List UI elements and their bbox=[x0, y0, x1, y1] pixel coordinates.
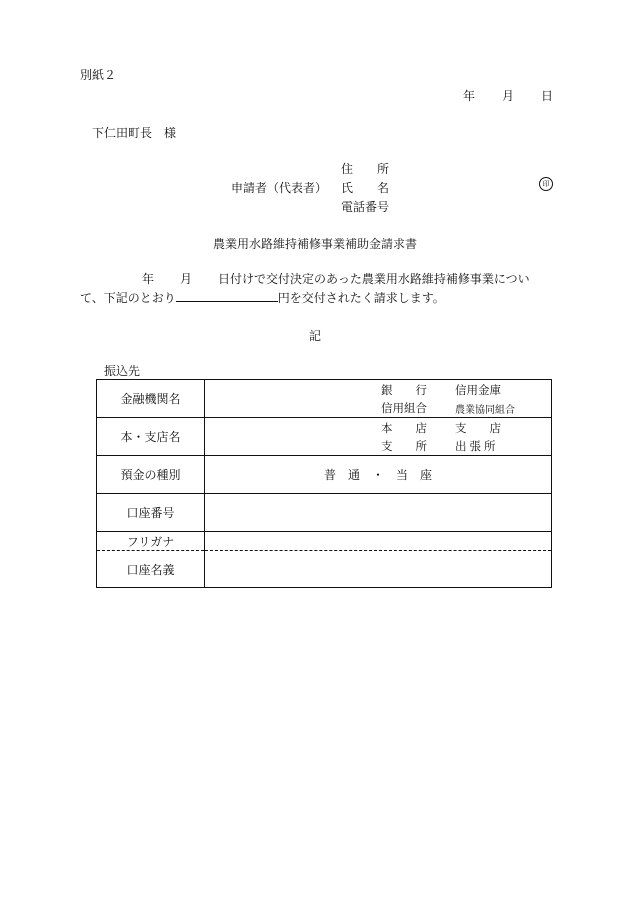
body-text-2: て、下記のとおり bbox=[80, 291, 176, 305]
date-month: 月 bbox=[501, 89, 514, 103]
body-year: 年 bbox=[142, 272, 155, 286]
body-text-3: 円を交付されたく請求します。 bbox=[277, 291, 445, 305]
transfer-label: 振込先 bbox=[104, 364, 141, 378]
opt-shinkin: 信用金庫 bbox=[455, 383, 501, 397]
date-year: 年 bbox=[463, 89, 476, 103]
applicant-label: 申請者（代表者） bbox=[231, 181, 328, 195]
branch-cell bbox=[205, 418, 552, 456]
body-text bbox=[80, 270, 552, 308]
date-row bbox=[463, 87, 553, 104]
opt-shucho: 出張所 bbox=[455, 439, 499, 453]
body-text-1: 日付けで交付決定のあった農業用水路維持補修事業につい bbox=[218, 272, 530, 286]
seal-mark: 印 bbox=[539, 177, 553, 191]
applicant-name-label: 氏 名 bbox=[341, 181, 390, 195]
applicant-address-label: 住 所 bbox=[341, 162, 390, 176]
form-label: 別紙２ bbox=[80, 68, 117, 82]
account-table bbox=[96, 379, 552, 588]
opt-shiten: 支 店 bbox=[455, 421, 501, 435]
account-name-cell bbox=[205, 551, 552, 588]
date-day: 日 bbox=[540, 89, 553, 103]
opt-shisho: 支 所 bbox=[381, 439, 427, 453]
account-name-label: 口座名義 bbox=[97, 551, 205, 588]
bank-name-label: 金融機関名 bbox=[97, 380, 205, 418]
table-row-account-name bbox=[97, 551, 552, 588]
table-row-branch bbox=[97, 418, 552, 456]
furigana-cell bbox=[205, 532, 552, 551]
opt-bank: 銀 行 bbox=[381, 383, 427, 397]
ki-heading: 記 bbox=[308, 329, 321, 343]
opt-nokyo: 農業協同組合 bbox=[455, 405, 515, 416]
table-row-furigana bbox=[97, 532, 552, 551]
table-row-deposit bbox=[97, 456, 552, 494]
addressee: 下仁田町長 様 bbox=[92, 126, 177, 140]
account-number-label: 口座番号 bbox=[97, 494, 205, 532]
table-row-bank bbox=[97, 380, 552, 418]
branch-label: 本・支店名 bbox=[97, 418, 205, 456]
opt-kumiai: 信用組合 bbox=[381, 401, 427, 415]
body-month: 月 bbox=[180, 272, 193, 286]
opt-honten: 本 店 bbox=[381, 421, 427, 435]
bank-name-cell bbox=[205, 380, 552, 418]
applicant-phone-label: 電話番号 bbox=[341, 200, 390, 214]
applicant-fields bbox=[341, 160, 389, 217]
furigana-label: フリガナ bbox=[97, 532, 205, 551]
table-row-account-number bbox=[97, 494, 552, 532]
document-title: 農業用水路維持補修事業補助金請求書 bbox=[212, 237, 417, 251]
account-number-cell bbox=[205, 494, 552, 532]
deposit-type-value: 普 通 ・ 当 座 bbox=[205, 456, 552, 494]
amount-blank bbox=[176, 289, 278, 302]
deposit-type-label: 預金の種別 bbox=[97, 456, 205, 494]
